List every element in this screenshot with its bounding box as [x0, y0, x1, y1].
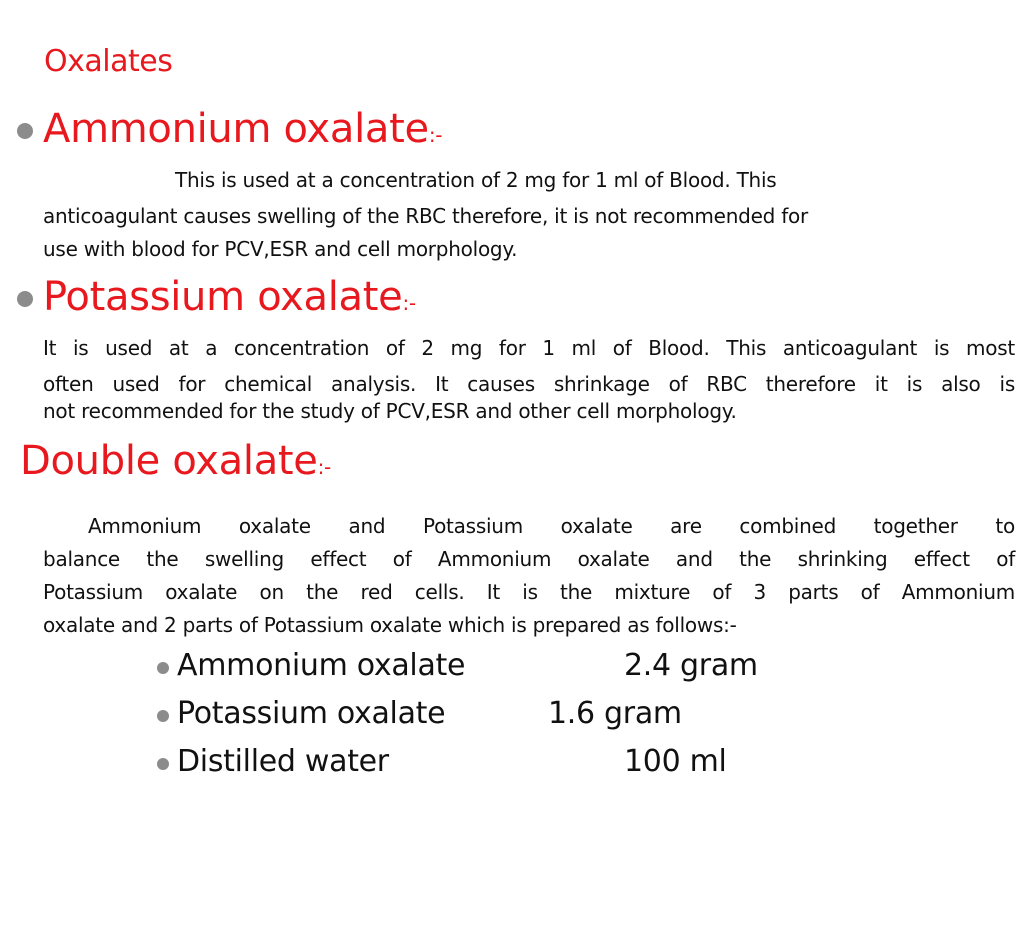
- recipe-item-name: Distilled water: [177, 744, 389, 779]
- heading-text: Potassium oxalate: [43, 274, 403, 320]
- paragraph-line: oxalate and 2 parts of Potassium oxalate which is prepared as follows:-: [43, 613, 737, 637]
- recipe-item-amount: 1.6 gram: [548, 696, 682, 731]
- recipe-item-name: Ammonium oxalate: [177, 648, 466, 683]
- paragraph-line: Ammonium oxalate and Potassium oxalate are combined together to: [88, 514, 1015, 538]
- recipe-item-amount: 100 ml: [624, 744, 727, 779]
- paragraph-line: often used for chemical analysis. It causes shrinkage of RBC therefore it is also is: [43, 372, 1015, 396]
- heading-text: Double oxalate: [20, 438, 318, 484]
- heading-double-oxalate: [20, 438, 331, 484]
- heading-ammonium-oxalate: [43, 106, 442, 152]
- recipe-item-name: Potassium oxalate: [177, 696, 446, 731]
- bullet-icon: [17, 123, 33, 139]
- paragraph-line: not recommended for the study of PCV,ESR and other cell morphology.: [43, 399, 737, 423]
- heading-suffix: :-: [428, 123, 443, 147]
- heading-text: Ammonium oxalate: [43, 106, 429, 152]
- bullet-icon: [157, 758, 169, 770]
- slide-title: Oxalates: [44, 44, 173, 79]
- recipe-item-amount: 2.4 gram: [624, 648, 758, 683]
- paragraph-line: It is used at a concentration of 2 mg for 1 ml of Blood. This anticoagulant is most: [43, 336, 1015, 360]
- paragraph-line: balance the swelling effect of Ammonium oxalate and the shrinking effect of: [43, 547, 1015, 571]
- paragraph-line: use with blood for PCV,ESR and cell morphology.: [43, 237, 518, 261]
- paragraph-line: Potassium oxalate on the red cells. It is the mixture of 3 parts of Ammonium: [43, 580, 1015, 604]
- heading-suffix: :-: [317, 455, 331, 479]
- bullet-icon: [157, 662, 169, 674]
- heading-suffix: :-: [402, 291, 416, 315]
- heading-potassium-oxalate: [43, 274, 416, 320]
- bullet-icon: [17, 291, 33, 307]
- paragraph-line: This is used at a concentration of 2 mg for 1 ml of Blood. This: [175, 168, 777, 192]
- bullet-icon: [157, 710, 169, 722]
- paragraph-line: anticoagulant causes swelling of the RBC therefore, it is not recommended for: [43, 204, 808, 228]
